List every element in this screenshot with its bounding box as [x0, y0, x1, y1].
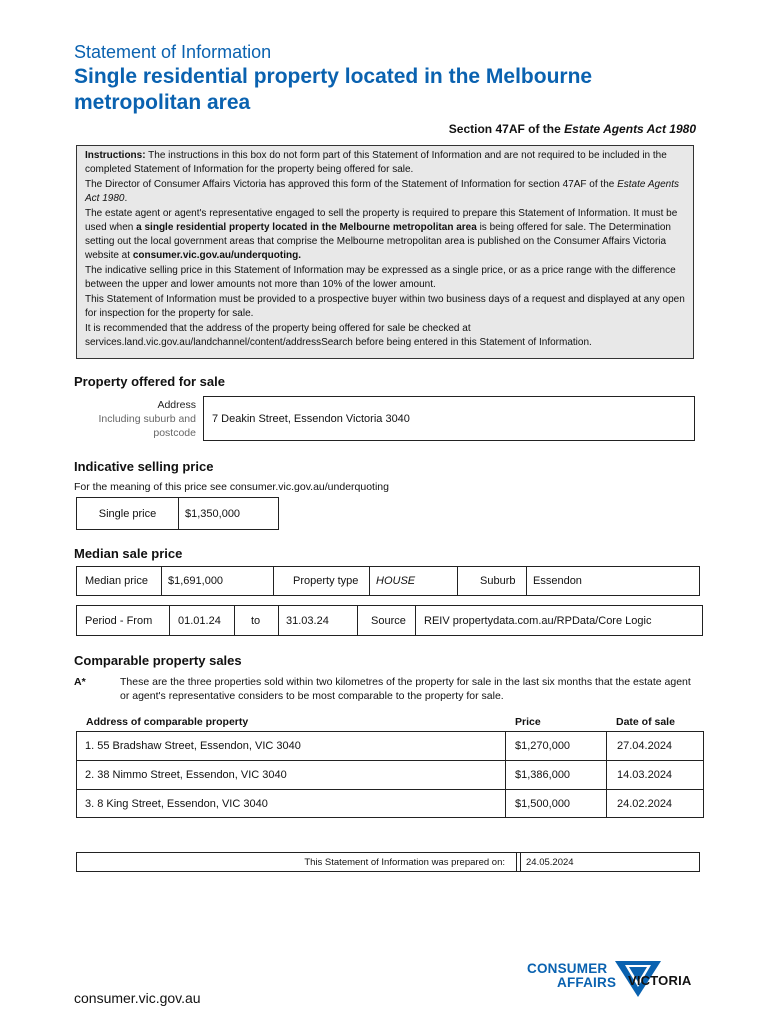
instructions-p5: This Statement of Information must be provided to a prospective buyer within two business days of a request and displayed at any open for inspection for the property for sale.: [85, 293, 685, 319]
col-address-header: Address of comparable property: [86, 716, 249, 728]
period-from-value: 01.01.24: [178, 614, 221, 627]
instructions-p2-text: The Director of Consumer Affairs Victoria has approved this form of the Statement of Information for section 47AF of the: [85, 179, 618, 191]
address-label-3: postcode: [153, 427, 196, 439]
suburb-value: Essendon: [533, 575, 582, 587]
instructions-label: Instructions:: [85, 150, 146, 161]
address-label: [76, 398, 196, 440]
property-type-label: Property type: [293, 575, 359, 587]
comparable-heading: Comparable property sales: [74, 653, 242, 668]
comparable-address: 3. 8 King Street, Essendon, VIC 3040: [85, 798, 268, 810]
table-row: [77, 732, 703, 761]
comparable-date: 14.03.2024: [617, 769, 673, 781]
period-label: Period - From: [85, 614, 153, 627]
source-label: Source: [371, 614, 406, 627]
comparable-table: [76, 731, 704, 818]
underquoting-link[interactable]: consumer.vic.gov.au/underquoting.: [132, 249, 301, 261]
period-to-value: 31.03.24: [286, 614, 329, 627]
instructions-p3-bold: a single residential property located in the Melbourne metropolitan area: [136, 221, 477, 233]
table-row: [77, 790, 703, 818]
instructions-p6: It is recommended that the address of the property being offered for sale be checked at services.land.vic.gov.au/landchannel/content/addressSearch before being entered in this Statement of Information.: [85, 323, 592, 348]
comparable-address: 2. 38 Nimmo Street, Essendon, VIC 3040: [85, 769, 287, 781]
period-to-label: to: [251, 614, 261, 627]
instructions-p3-text: The estate agent or agent's representative engaged to sell the property is required to prepare this Statement of Information. It must be used when: [85, 208, 678, 233]
single-price-label: Single price: [98, 507, 157, 520]
address-label-2: Including suburb and: [98, 413, 196, 425]
instructions-p2-act: Estate Agents Act 1980: [85, 179, 679, 204]
comparable-price: $1,386,000: [515, 769, 571, 781]
col-date-header: Date of sale: [616, 716, 675, 728]
prepared-on-date[interactable]: 24.05.2024: [526, 856, 574, 868]
address-field[interactable]: [203, 396, 695, 441]
indicative-heading: Indicative selling price: [74, 459, 214, 474]
col-price-header: Price: [515, 716, 541, 728]
prepared-on-label: This Statement of Information was prepared on:: [304, 856, 505, 868]
source-value: REIV propertydata.com.au/RPData/Core Logic: [424, 614, 652, 627]
section-act: Estate Agents Act 1980: [564, 122, 696, 136]
instructions-p4: The indicative selling price in this Statement of Information may be expressed as a single price, or as a price range with the difference between the upper and lower amounts not more than 10% of the lower amount.: [85, 264, 676, 290]
suburb-label: Suburb: [480, 575, 516, 587]
address-value: 7 Deakin Street, Essendon Victoria 3040: [212, 412, 410, 425]
property-heading: Property offered for sale: [74, 374, 225, 389]
comparable-date: 27.04.2024: [617, 740, 673, 752]
section-reference: [449, 122, 696, 136]
instructions-p1: [85, 149, 685, 177]
instructions-p3-text2: is being offered for sale. The Determination setting out the local government areas that comprise the Melbourne metropolitan area is published on the Consumer Affairs Victoria website at: [85, 221, 671, 261]
comparable-address: 1. 55 Bradshaw Street, Essendon, VIC 3040: [85, 740, 301, 752]
single-price-value: $1,350,000: [185, 507, 241, 520]
comparable-date: 24.02.2024: [617, 798, 673, 810]
comparable-marker: A*: [74, 676, 86, 688]
single-price-box[interactable]: [76, 497, 279, 530]
median-row-2: [76, 605, 703, 636]
indicative-note: For the meaning of this price see consumer.vic.gov.au/underquoting: [74, 481, 389, 493]
logo-line-2: AFFAIRS: [557, 975, 617, 990]
consumer-affairs-victoria-logo: [527, 955, 703, 1001]
instructions-box: [76, 145, 694, 359]
instructions-p3: [85, 207, 685, 262]
section-prefix: Section 47AF of the: [448, 122, 565, 136]
instructions-p2-end: .: [124, 192, 128, 204]
logo-line-1: CONSUMER: [527, 961, 608, 976]
comparable-price: $1,500,000: [515, 798, 571, 810]
footer-website[interactable]: consumer.vic.gov.au: [74, 990, 201, 1006]
median-row-1: [76, 566, 700, 596]
address-label-1: Address: [157, 399, 196, 411]
logo-line-3: VICTORIA: [628, 973, 692, 988]
median-price-value: $1,691,000: [168, 575, 224, 587]
instructions-p1-text: The instructions in this box do not form part of this Statement of Information and are not required to be included in the completed Statement of Information for the property being offered for sale.: [85, 150, 667, 175]
prepared-on-box: [76, 852, 700, 872]
document-title: Single residential property located in the Melbourne metropolitan area: [74, 65, 593, 114]
median-price-label: Median price: [85, 575, 148, 587]
median-heading: Median sale price: [74, 546, 183, 561]
property-type-value: HOUSE: [376, 575, 416, 587]
instructions-p2: [85, 178, 685, 206]
comparable-price: $1,270,000: [515, 740, 571, 752]
document-subtitle: Statement of Information: [74, 42, 272, 62]
comparable-description: These are the three properties sold within two kilometres of the property for sale in the last six months that the estate agent or agent's representative considers to be most comparable to the property for sale.: [120, 676, 691, 702]
table-row: [77, 761, 703, 790]
